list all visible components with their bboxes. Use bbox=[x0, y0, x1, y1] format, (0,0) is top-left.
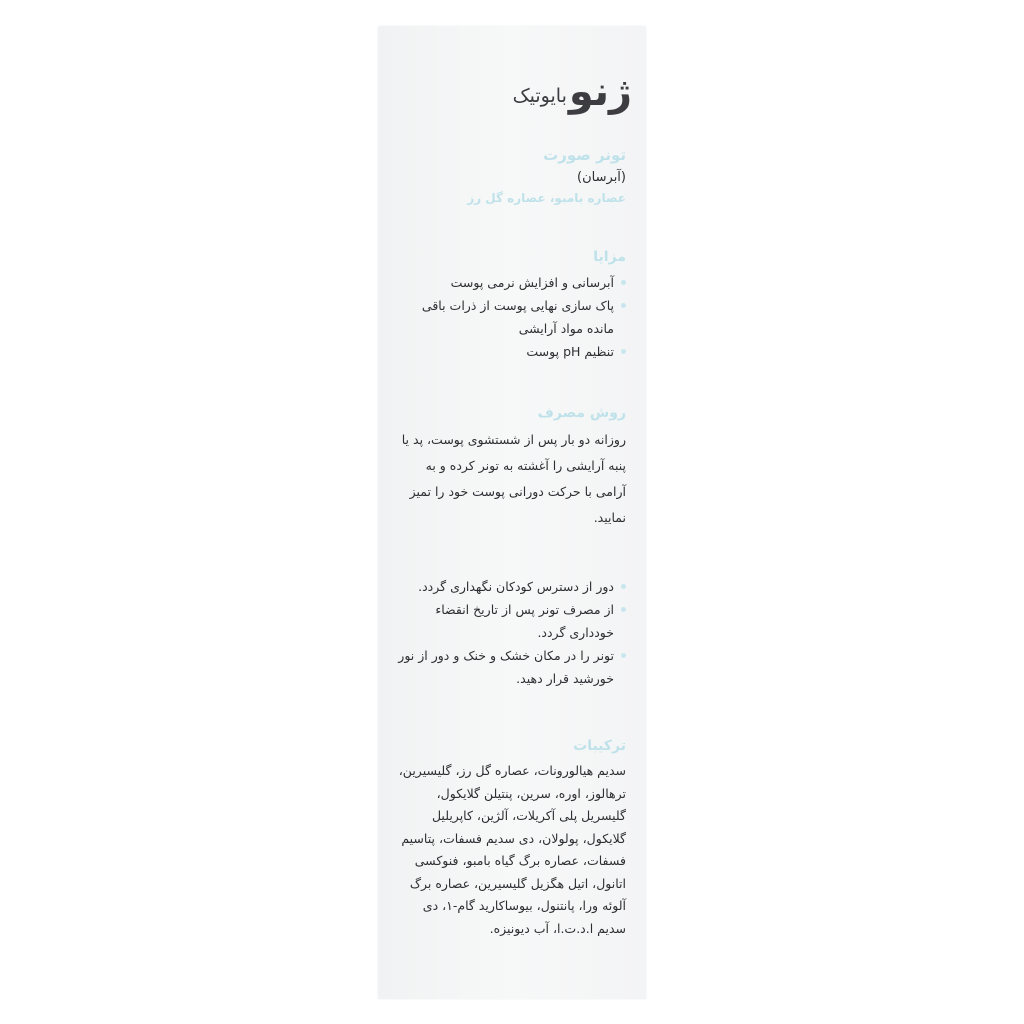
list-item: آبرسانی و افزایش نرمی پوست bbox=[394, 271, 626, 294]
usage-section bbox=[394, 405, 626, 531]
product-title: تونر صورت bbox=[543, 146, 626, 164]
list-item: پاک سازی نهایی پوست از ذرات باقی مانده مواد آرایشی bbox=[394, 294, 626, 340]
product-label bbox=[394, 50, 632, 940]
list-item: تونر را در مکان خشک و خنک و دور از نور خورشید قرار دهید. bbox=[394, 644, 626, 690]
ingredients-heading: ترکیبات bbox=[573, 738, 626, 754]
list-item: تنظیم pH پوست bbox=[394, 340, 626, 363]
brand-subname: بایوتیک bbox=[512, 85, 567, 107]
list-item: از مصرف تونر پس از تاریخ انقضاء خودداری گردد. bbox=[394, 598, 626, 644]
warnings-section bbox=[394, 575, 626, 690]
brand-logo bbox=[394, 56, 632, 115]
brand-name: ژنو bbox=[568, 69, 632, 115]
list-item: دور از دسترس کودکان نگهداری گردد. bbox=[394, 575, 626, 598]
usage-heading: روش مصرف bbox=[537, 405, 626, 421]
product-extracts: عصاره بامبو، عصاره گل رز bbox=[467, 191, 626, 205]
product-subtitle: (آبرسان) bbox=[577, 170, 626, 185]
benefits-heading: مزایا bbox=[593, 249, 626, 265]
ingredients-section bbox=[394, 738, 626, 940]
usage-text: روزانه دو بار پس از شستشوی پوست، پد یا پنبه آرایشی را آغشته به تونر کرده و به آرامی با حرکت دورانی پوست خود را تمیز نمایید. bbox=[401, 432, 626, 525]
ingredients-text: سدیم هیالورونات، عصاره گل رز، گلیسیرین، ترهالوز، اوره، سرین، پنتیلن گلایکول، گلیسریل پلی آکریلات، آلژین، کاپریلیل گلایکول، پولولان، دی سدیم فسفات، پتاسیم فسفات، عصاره برگ گیاه بامبو، فنوکسی اتانول، اتیل هگزیل گلیسیرین، عصاره برگ آلوئه ورا، پانتنول، بیوساکارید گام-۱، دی سدیم ا.د.ت.ا، آب دیونیزه. bbox=[398, 763, 626, 936]
benefits-list bbox=[394, 271, 626, 363]
benefits-section bbox=[394, 249, 626, 363]
warnings-list bbox=[394, 575, 626, 690]
